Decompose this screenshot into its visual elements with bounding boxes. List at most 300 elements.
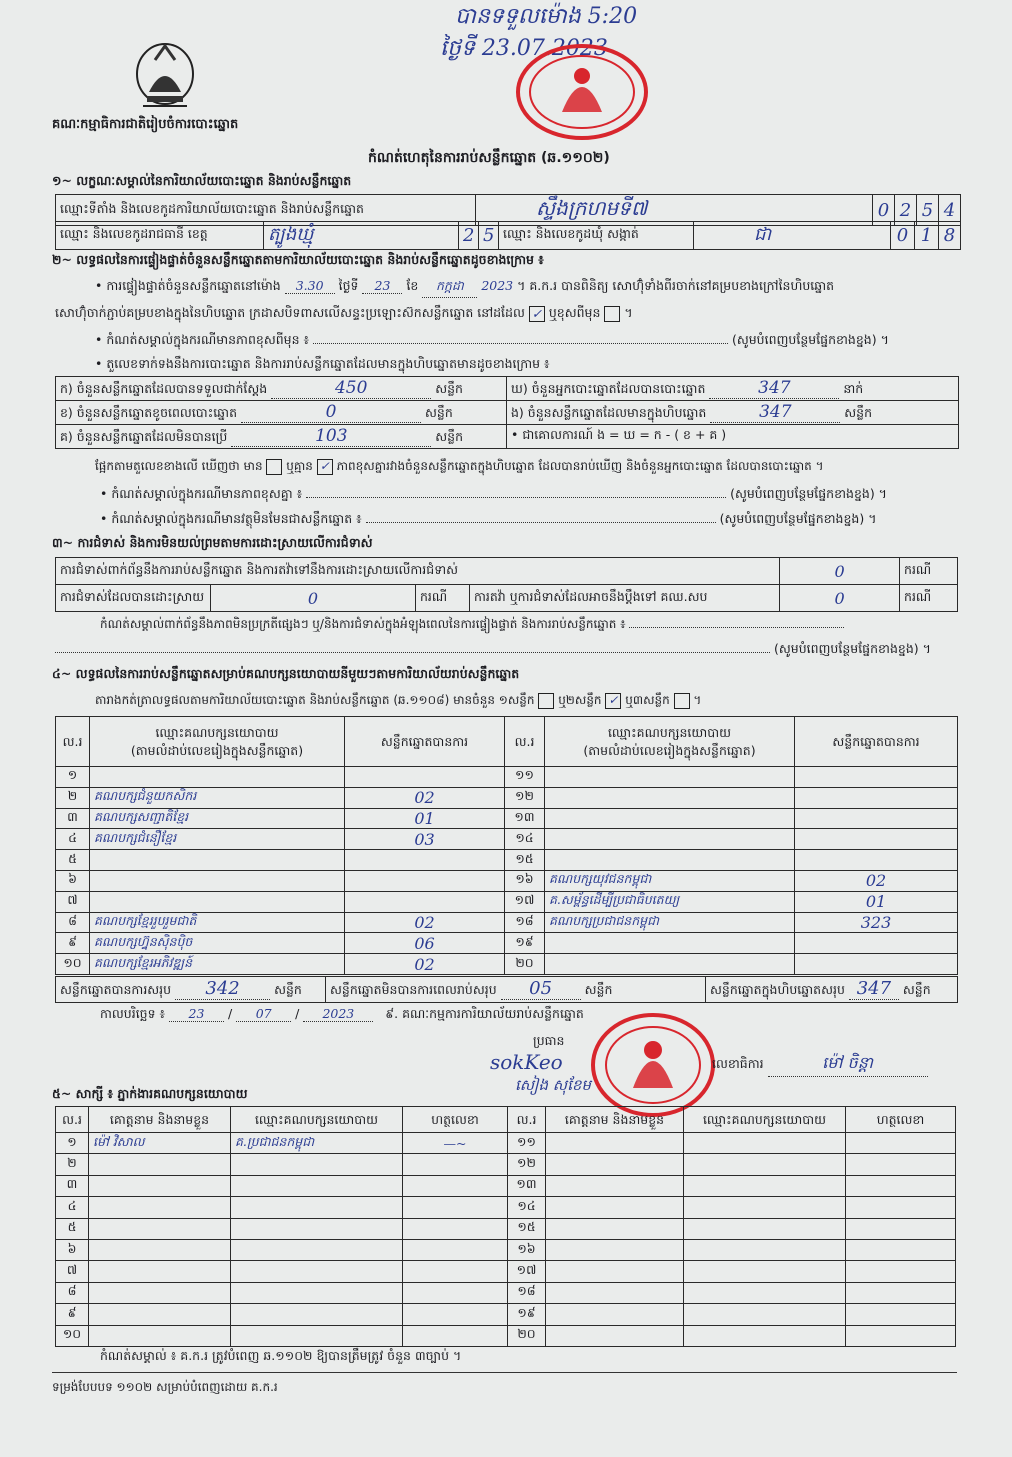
party-votes (795, 767, 958, 788)
party-votes (795, 850, 958, 871)
party-votes: 01 (795, 891, 958, 912)
row-no: ១៣ (505, 808, 545, 829)
verification-year: 2023 (481, 278, 514, 293)
party-name (90, 767, 345, 788)
different-checkbox[interactable] (604, 306, 620, 322)
committee-name: គណៈកម្មាធិការជាតិរៀបចំការបោះឆ្នោត (52, 117, 239, 132)
objection-row1-unit: ករណី (900, 558, 958, 585)
row-no: ៩ (56, 933, 90, 954)
table-row (56, 829, 958, 850)
irregularity-note-field[interactable] (629, 627, 844, 628)
figure-unit: សន្លឹក (424, 404, 453, 420)
chair-signature: sokKeo (490, 1050, 563, 1074)
figure-label: គ) ចំនួនសន្លឹកឆ្នោតដែលមិនបានប្រើ (60, 428, 228, 444)
party-votes: 02 (795, 870, 958, 891)
total-box-label: សន្លឹកឆ្នោតក្នុងហិបឆ្នោតសរុប (710, 982, 845, 997)
figure-value: 103 (231, 426, 431, 447)
party-name (545, 933, 795, 954)
difference-note2-line (100, 486, 887, 505)
compare-or: ឬគ្មាន (286, 459, 313, 473)
col-party-label: ឈ្មោះគណបក្សនយោបាយ (607, 724, 732, 740)
objection-row1-label: ការជំទាស់ពាក់ព័ន្ធនឹងការរាប់សន្លឹកឆ្នោត និងការតវ៉ាទៅនឹងការដោះស្រាយលើការជំទាស់ (56, 558, 780, 585)
row-no: ១១ (508, 1133, 546, 1154)
party-votes: 02 (345, 912, 505, 933)
party-name (545, 808, 795, 829)
secretary-name: ម៉ៅ ចិន្តា (768, 1052, 928, 1077)
witness-col-name: គោត្តនាម និងនាមខ្លួន (546, 1107, 684, 1133)
table-row (56, 787, 958, 808)
row-no: ១៨ (508, 1282, 546, 1303)
foreign-object-note-hint: (សូមបំពេញបន្ថែមផ្នែកខាងខ្នង) ។ (719, 511, 877, 526)
table-row (56, 767, 958, 788)
row-no: ១៩ (505, 933, 545, 954)
col-no: ល.រ (56, 717, 90, 767)
row-no: ៣ (56, 1175, 89, 1196)
verification-text-c: ខែ (406, 278, 419, 293)
witness-name: ម៉ៅ វិសាល (89, 1133, 231, 1154)
two-sheet-checkbox[interactable]: ✓ (605, 693, 621, 709)
verification-text-b: ថ្ងៃទី (338, 278, 359, 293)
row-no: ៣ (56, 808, 90, 829)
nec-logo (133, 40, 197, 112)
section5-title: ៥~ សាក្សី ៖ ភ្នាក់ងារគណបក្សនយោបាយ (52, 1086, 248, 1101)
row-no: ៥ (56, 1218, 89, 1239)
official-stamp-bottom (588, 1010, 718, 1120)
row-no: ១០ (56, 954, 90, 975)
col-party (90, 717, 345, 767)
difference-note-line (95, 332, 955, 351)
difference-note2-hint: (សូមបំពេញបន្ថែមផ្នែកខាងខ្នង) ។ (730, 486, 887, 501)
party-name (90, 870, 345, 891)
figure-unit: សន្លឹក (435, 428, 464, 444)
province-value: ត្បូងឃ្មុំ (264, 222, 459, 250)
foreign-object-note-line (100, 511, 876, 530)
row-no: ១៥ (508, 1218, 546, 1239)
row-no: ១៤ (508, 1197, 546, 1218)
party-name (90, 891, 345, 912)
table-row (56, 1133, 956, 1154)
location-table (55, 221, 961, 250)
irregularity-note-hint: (សូមបំពេញបន្ថែមផ្នែកខាងខ្នង) ។ (773, 641, 931, 656)
witness-signature (403, 1218, 508, 1239)
objection-appeal-value: 0 (780, 585, 900, 612)
province-label: ឈ្មោះ និងលេខកូដរាជធានី ខេត្ត (56, 222, 264, 250)
witness-col-name: គោត្តនាម និងនាមខ្លួន (89, 1107, 231, 1133)
witness-party (684, 1239, 846, 1260)
figure-label: ក) ចំនួនសន្លឹកឆ្នោតដែលបានទទួលជាក់ស្តែង (60, 380, 268, 396)
objection-resolved-value: 0 (211, 585, 416, 612)
witness-party (231, 1261, 403, 1282)
verification-line1 (95, 278, 834, 298)
witness-name (89, 1282, 231, 1303)
witness-col-party: ឈ្មោះគណបក្សនយោបាយ (684, 1107, 846, 1133)
witness-signature (846, 1133, 956, 1154)
date-line: កាលបរិច្ឆេទ ៖ 23 / 07 / 2023 ៩. គណៈកម្មការការិយាល័យរាប់សន្លឹកឆ្នោត (100, 1006, 584, 1021)
col-party-sub: (តាមលំដាប់លេខរៀងក្នុងសន្លឹកឆ្នោត) (583, 742, 756, 758)
total-invalid-value: 05 (501, 978, 581, 1000)
total-box-unit: សន្លឹក (902, 982, 931, 997)
totals-table (55, 976, 958, 1003)
compare-rest: ភាពខុសគ្នារវាងចំនួនសន្លឹកឆ្នោតក្នុងហិបឆ្នោត ដែលបានរាប់ឃើញ និងចំនួនអ្នកបោះឆ្នោត ដែលបានបោះឆ្នោត ។ (336, 459, 824, 473)
party-votes (795, 808, 958, 829)
total-valid-value: 342 (175, 978, 270, 1000)
party-name: គណបក្សយុវជនកម្ពុជា (545, 870, 795, 891)
receipt-note-line1: បានទទួលម៉ោង 5:20 (455, 4, 638, 29)
objection-appeal-unit: ករណី (900, 585, 958, 612)
witness-party (684, 1218, 846, 1239)
witness-signature (846, 1261, 956, 1282)
row-no: ៨ (56, 912, 90, 933)
party-name: គណបក្សប្រជាជនកម្ពុជា (545, 912, 795, 933)
difference-note2-label: • កំណត់សម្គាល់ក្នុងករណីមានភាពខុសគ្នា ៖ (100, 486, 303, 501)
form-title: កំណត់ហេតុនៃការរាប់សន្លឹកឆ្នោត (ឆ.១១០២) (368, 150, 610, 166)
no-difference-checkbox[interactable]: ✓ (317, 459, 333, 475)
row-no: ៦ (56, 870, 90, 891)
figures-intro: • តួលេខទាក់ទងនឹងការបោះឆ្នោត និងការរាប់សន្លឹកឆ្នោតដែលមានក្នុងហិបឆ្នោតមានដូចខាងក្រោម ៖ (95, 356, 550, 371)
party-name (90, 850, 345, 871)
table-row (56, 1282, 956, 1303)
commune-code-digit: 0 (891, 222, 915, 250)
objection-row1-value: 0 (780, 558, 900, 585)
party-name (545, 850, 795, 871)
party-name: គណបក្សសញ្ជាតិខ្មែរ (90, 808, 345, 829)
witness-signature (846, 1218, 956, 1239)
col-party (545, 717, 795, 767)
row-no: ១២ (508, 1154, 546, 1175)
witness-name (546, 1304, 684, 1325)
witness-party (684, 1325, 846, 1346)
irregularity-note-label: កំណត់សម្គាល់ពាក់ព័ន្ធនឹងភាពមិនប្រក្រតីផ្សេងៗ ឬ/និងការជំទាស់ក្នុងអំឡុងពេលនៃការផ្ទៀងផ្ទាត់ និងការរាប់សន្លឹកឆ្នោត ៖ (100, 617, 626, 631)
party-votes: 06 (345, 933, 505, 954)
figure-label: ង) ចំនួនសន្លឹកឆ្នោតដែលមានក្នុងហិបឆ្នោត (511, 404, 707, 420)
verification-text-e: សោហ៊ុំចាក់ភ្ជាប់គម្របខាងក្នុងនៃហិបឆ្នោត ក្រដាសបិទពាសលើសន្ទះប្រឡោះស៊កសន្លឹកឆ្នោត នៅដដែល (55, 305, 525, 320)
station-code-digit: 0 (873, 195, 895, 226)
receipt-note-line2: ថ្ងៃទី 23.07.2023 (440, 36, 608, 61)
compare-line (95, 458, 824, 476)
row-no: ៥ (56, 850, 90, 871)
col-votes: សន្លឹកឆ្នោតបានការ (345, 717, 505, 767)
row-no: ១៦ (508, 1239, 546, 1260)
figures-table (55, 376, 959, 449)
witness-name (89, 1304, 231, 1325)
party-name: គណបក្សហ្វ៊ុនស៊ិនប៉ិច (90, 933, 345, 954)
verification-day: 23 (362, 278, 402, 294)
figures-row (56, 425, 959, 449)
row-no: ២០ (508, 1325, 546, 1346)
witness-party (231, 1304, 403, 1325)
row-no: ២០ (505, 954, 545, 975)
verification-line2: សោហ៊ុំចាក់ភ្ជាប់គម្របខាងក្នុងនៃហិបឆ្នោត ក្រដាសបិទពាសលើសន្ទះប្រឡោះស៊កសន្លឹកឆ្នោត នៅដដែល ✓ ឬខុសពីមុន ។ (55, 305, 633, 321)
witness-party (684, 1175, 846, 1196)
figure-value: 347 (710, 402, 840, 423)
figure-unit: សន្លឹក (435, 380, 463, 396)
witness-signature (403, 1261, 508, 1282)
party-name: គណបក្សខ្មែរអភិវឌ្ឍន៍ (90, 954, 345, 975)
party-results-table (55, 716, 958, 975)
col-votes: សន្លឹកឆ្នោតបានការ (795, 717, 958, 767)
station-label: ឈ្មោះទីតាំង និងលេខកូដការិយាល័យបោះឆ្នោត និងរាប់សន្លឹកឆ្នោត (56, 195, 476, 226)
party-name: គណបក្សជំនួយកសិករ (90, 787, 345, 808)
party-name (545, 787, 795, 808)
witness-party (684, 1154, 846, 1175)
date-year: 2023 (303, 1006, 373, 1022)
witness-party (684, 1282, 846, 1303)
row-no: ១៥ (505, 850, 545, 871)
section4-title: ៤~ លទ្ធផលនៃការរាប់សន្លឹកឆ្នោតសម្រាប់គណបក្សនយោបាយនីមួយៗតាមការិយាល័យរាប់សន្លឹកឆ្នោត (52, 666, 520, 681)
objections-table (55, 557, 958, 612)
witness-name (89, 1261, 231, 1282)
witness-name (546, 1261, 684, 1282)
verification-text-f: ឬខុសពីមុន (548, 305, 601, 320)
party-name: គ.សម្ព័ន្ធដើម្បីប្រជាធិបតេយ្យ (545, 891, 795, 912)
witness-name (546, 1325, 684, 1346)
same-checkbox[interactable]: ✓ (529, 306, 545, 322)
figure-value: 450 (271, 378, 431, 399)
party-rows (56, 767, 958, 975)
party-votes: 02 (345, 954, 505, 975)
row-no: ១៣ (508, 1175, 546, 1196)
verification-time: 3.30 (285, 278, 335, 294)
witness-note: កំណត់សម្គាល់ ៖ គ.ក.រ ត្រូវបំពេញ ឆ.១១០២ ឱ្យបានត្រឹមត្រូវ ចំនួន ៣ច្បាប់ ។ (100, 1348, 462, 1363)
table-row (56, 954, 958, 975)
row-no: ១៨ (505, 912, 545, 933)
secretary-line (712, 1052, 928, 1077)
section3-title: ៣~ ការជំទាស់ និងការមិនយល់ព្រមតាមការដោះស្រាយលើការជំទាស់ (52, 535, 373, 550)
witness-signature (403, 1239, 508, 1260)
secretary-label: លេខាធិការ (712, 1056, 764, 1071)
table-row (56, 1197, 956, 1218)
row-no: ១ (56, 1133, 89, 1154)
party-votes (795, 954, 958, 975)
objection-appeal-label: ការតវ៉ា ឬការជំទាស់ដែលអាចនឹងប្តឹងទៅ គឈ.សប (470, 585, 780, 612)
figures-row (56, 401, 959, 425)
party-votes (795, 933, 958, 954)
province-code-digit: 5 (479, 222, 499, 250)
witness-name (546, 1133, 684, 1154)
witness-signature (846, 1325, 956, 1346)
row-no: ៨ (56, 1282, 89, 1303)
witness-col-party: ឈ្មោះគណបក្សនយោបាយ (231, 1107, 403, 1133)
difference-note-label: • កំណត់សម្គាល់ក្នុងករណីមានភាពខុសពីមុន ៖ (95, 332, 309, 347)
party-votes (345, 891, 505, 912)
section1-title: ១~ លក្ខណៈសម្គាល់នៃការិយាល័យបោះឆ្នោត និងរាប់សន្លឹកឆ្នោត (52, 173, 352, 188)
party-votes: 01 (345, 808, 505, 829)
witness-rows (56, 1133, 956, 1347)
commune-code-digit: 8 (939, 222, 961, 250)
verification-month: កក្កដា (422, 278, 477, 298)
three-sheet-label: ឬ៣សន្លឹក (625, 693, 670, 707)
table-row (56, 1239, 956, 1260)
party-votes (345, 767, 505, 788)
row-no: ៤ (56, 829, 90, 850)
witness-name (546, 1197, 684, 1218)
witness-name (546, 1282, 684, 1303)
row-no: ១០ (56, 1325, 89, 1346)
office-label: ៩. គណៈកម្មការការិយាល័យរាប់សន្លឹកឆ្នោត (385, 1006, 584, 1021)
irregularity-note-line (100, 616, 955, 634)
row-no: ១៩ (508, 1304, 546, 1325)
witness-table (55, 1106, 956, 1347)
witness-col-sign: ហត្ថលេខា (403, 1107, 508, 1133)
total-valid-label: សន្លឹកឆ្នោតបានការសរុប (60, 982, 172, 997)
party-name (545, 829, 795, 850)
witness-signature (403, 1325, 508, 1346)
witness-signature (403, 1154, 508, 1175)
witness-name (89, 1154, 231, 1175)
footer-text: ទម្រង់បែបបទ ១១០២ សម្រាប់បំពេញដោយ គ.ក.រ (52, 1380, 278, 1394)
sheet-count-text: តារាងកត់ត្រាលទ្ធផលតាមការិយាល័យបោះឆ្នោត និងរាប់សន្លឹកឆ្នោត (ឆ.១១០៨) មានចំនួន ១សន្លឹក (95, 693, 535, 707)
table-row (56, 1325, 956, 1346)
row-no: ១១ (505, 767, 545, 788)
table-row (56, 1175, 956, 1196)
witness-name (89, 1175, 231, 1196)
formula-text: • ជាគោលការណ៍ ង = ឃ = ក - ( ខ + គ ) (511, 427, 727, 442)
party-name: គណបក្សជំនឿខ្មែរ (90, 829, 345, 850)
row-no: ១៤ (505, 829, 545, 850)
col-no: ល.រ (505, 717, 545, 767)
party-name (545, 954, 795, 975)
witness-name (546, 1239, 684, 1260)
total-valid-unit: សន្លឹក (274, 982, 302, 997)
witness-name (89, 1197, 231, 1218)
sheet-count-line: តារាងកត់ត្រាលទ្ធផលតាមការិយាល័យបោះឆ្នោត និងរាប់សន្លឹកឆ្នោត (ឆ.១១០៨) មានចំនួន ១សន្លឹក ឬ២សន្លឹក ✓ ឬ៣សន្លឹក ។ (95, 692, 702, 707)
row-no: ៩ (56, 1304, 89, 1325)
table-row (56, 1261, 956, 1282)
witness-name (89, 1239, 231, 1260)
witness-signature (846, 1304, 956, 1325)
total-box-value: 347 (849, 978, 899, 1000)
party-votes (795, 787, 958, 808)
has-difference-checkbox[interactable] (266, 459, 282, 475)
witness-party (231, 1239, 403, 1260)
station-name-value: ស្ទឹងក្រហមទី៧ (476, 195, 873, 226)
official-stamp-top (512, 42, 652, 142)
party-name: គណបក្សខ្មែររួបរួមជាតិ (90, 912, 345, 933)
figure-unit: នាក់ (843, 380, 864, 396)
table-row (56, 1304, 956, 1325)
witness-signature (846, 1197, 956, 1218)
table-row (56, 1218, 956, 1239)
figures-row (56, 377, 959, 401)
witness-signature (846, 1239, 956, 1260)
one-sheet-checkbox[interactable] (538, 693, 554, 709)
party-votes: 02 (345, 787, 505, 808)
party-votes: 323 (795, 912, 958, 933)
witness-party (231, 1154, 403, 1175)
objection-resolved-label: ការជំទាស់ដែលបានដោះស្រាយ (56, 585, 211, 612)
witness-party (684, 1261, 846, 1282)
station-code-digit: 2 (895, 195, 917, 226)
row-no: ១៧ (505, 891, 545, 912)
witness-party (231, 1175, 403, 1196)
two-sheet-label: ឬ២សន្លឹក (558, 693, 602, 707)
table-row (56, 1154, 956, 1175)
witness-name (89, 1218, 231, 1239)
row-no: ១៧ (508, 1261, 546, 1282)
verification-text-d: ។ គ.ក.រ បានពិនិត្យ សោហ៊ុំទាំងពីរចាក់នៅគម្របខាងក្រៅនៃហិបឆ្នោត (517, 278, 835, 293)
row-no: ២ (56, 1154, 89, 1175)
verification-text-a: • ការផ្ទៀងផ្ទាត់ចំនួនសន្លឹកឆ្នោតនៅម៉ោង (95, 278, 281, 293)
col-party-label: ឈ្មោះគណបក្សនយោបាយ (155, 724, 279, 740)
witness-party (231, 1197, 403, 1218)
party-votes (795, 829, 958, 850)
witness-signature (403, 1282, 508, 1303)
table-row (56, 870, 958, 891)
total-invalid-unit: សន្លឹក (584, 982, 613, 997)
witness-signature: —~ (403, 1133, 508, 1154)
station-code-digit: 4 (939, 195, 961, 226)
witness-signature (846, 1154, 956, 1175)
row-no: ២ (56, 787, 90, 808)
difference-note-hint: (សូមបំពេញបន្ថែមផ្នែកខាងខ្នង) ។ (731, 332, 889, 347)
table-row (56, 933, 958, 954)
witness-party (684, 1304, 846, 1325)
date-month: 07 (236, 1006, 291, 1022)
witness-signature (403, 1197, 508, 1218)
party-name (545, 767, 795, 788)
figure-label: ខ) ចំនួនសន្លឹកឆ្នោតខូចពេលបោះឆ្នោត (60, 404, 238, 420)
col-party-sub: (តាមលំដាប់លេខរៀងក្នុងសន្លឹកឆ្នោត) (130, 742, 304, 758)
table-row (56, 891, 958, 912)
commune-code-digit: 1 (915, 222, 939, 250)
foreign-object-note-field[interactable] (366, 522, 716, 523)
figure-label: ឃ) ចំនួនអ្នកបោះឆ្នោតដែលបានបោះឆ្នោត (511, 380, 706, 396)
witness-party (231, 1325, 403, 1346)
party-votes (345, 850, 505, 871)
difference-note-field[interactable] (313, 343, 728, 344)
witness-col-no: ល.រ (56, 1107, 89, 1133)
date-label: កាលបរិច្ឆេទ ៖ (100, 1006, 166, 1021)
witness-party (684, 1197, 846, 1218)
figure-value: 347 (709, 378, 839, 399)
witness-col-sign: ហត្ថលេខា (846, 1107, 956, 1133)
party-votes (345, 870, 505, 891)
objection-resolved-unit: ករណី (416, 585, 470, 612)
difference-note2-field[interactable] (306, 497, 726, 498)
footer-divider (52, 1372, 957, 1373)
witness-name (546, 1175, 684, 1196)
three-sheet-checkbox[interactable] (674, 693, 690, 709)
witness-name (89, 1325, 231, 1346)
row-no: ៧ (56, 1261, 89, 1282)
party-votes: 03 (345, 829, 505, 850)
table-row (56, 912, 958, 933)
table-row (56, 850, 958, 871)
commune-value: ជា (694, 222, 891, 250)
witness-signature (403, 1175, 508, 1196)
section2-title: ២~ លទ្ធផលនៃការផ្ទៀងផ្ទាត់ចំនួនសន្លឹកឆ្នោតតាមការិយាល័យបោះឆ្នោត និងរាប់សន្លឹកឆ្នោតដូចខាងក្រោម ៖ (52, 252, 544, 267)
commune-label: ឈ្មោះ និងលេខកូដឃុំ សង្កាត់ (499, 222, 694, 250)
chair-name: សៀង សុខែម (515, 1076, 591, 1094)
total-invalid-label: សន្លឹកឆ្នោតមិនបានការពេលរាប់សរុប (330, 982, 497, 997)
witness-col-no: ល.រ (508, 1107, 546, 1133)
row-no: ១២ (505, 787, 545, 808)
witness-signature (846, 1175, 956, 1196)
witness-name (546, 1218, 684, 1239)
table-row (56, 808, 958, 829)
witness-party (684, 1133, 846, 1154)
province-code-digit: 2 (459, 222, 479, 250)
row-no: ៤ (56, 1197, 89, 1218)
witness-signature (846, 1282, 956, 1303)
compare-text: ផ្អែកតាមតួលេខខាងលើ ឃើញថា មាន (95, 459, 263, 473)
figure-unit: សន្លឹក (844, 404, 873, 420)
witness-party: គ.ប្រជាជនកម្ពុជា (231, 1133, 403, 1154)
irregularity-note-field2[interactable] (55, 652, 770, 653)
row-no: ១ (56, 767, 90, 788)
figure-value: 0 (241, 402, 421, 423)
witness-party (231, 1218, 403, 1239)
